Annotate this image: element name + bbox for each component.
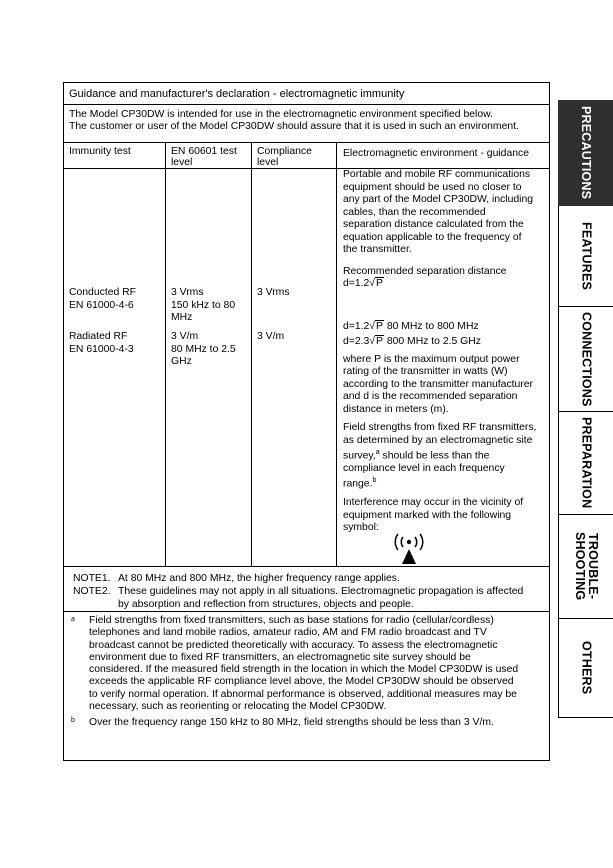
tab-troubleshooting[interactable]: [558, 515, 613, 619]
text-line: Field strengths from fixed transmitters, such as base stations for radio (cellular/cordless): [89, 615, 494, 626]
text-line: equipment marked with the following: [343, 509, 512, 521]
note-2: [73, 586, 543, 610]
text-line: separation distance calculated from the: [343, 219, 524, 230]
text-line: where P is the maximum output power: [343, 353, 520, 365]
text-line: symbol:: [343, 522, 379, 534]
text-line: the transmitter.: [343, 244, 412, 255]
tab-precautions[interactable]: [558, 100, 613, 206]
header-line: level: [171, 157, 193, 168]
formula-suffix: 80 MHz to 800 MHz: [383, 320, 479, 332]
formula-prefix: d=1.2: [343, 320, 370, 332]
sqrt-symbol: √P: [369, 278, 383, 289]
column-divider: [336, 143, 337, 567]
header-row: [64, 143, 549, 169]
non-ionizing-radiation-icon: [386, 533, 432, 567]
guidance-para-1: [343, 169, 549, 257]
tab-label: OTHERS: [579, 641, 594, 695]
radiated-compliance: 3 V/m: [257, 331, 285, 342]
tab-preparation[interactable]: [558, 412, 613, 515]
header-compliance-level: [257, 146, 312, 168]
formula-root: P: [376, 336, 383, 347]
text-line: as determined by an electromagnetic site: [343, 434, 533, 446]
text-line: Interference may occur in the vicinity of: [343, 497, 524, 509]
notes-row: [64, 567, 549, 612]
cell-line: Radiated RF: [69, 331, 128, 342]
guidance-para-5: [343, 497, 549, 535]
formula-suffix: 800 MHz to 2.5 GHz: [383, 336, 481, 347]
sqrt-symbol: √P: [369, 336, 383, 347]
tab-label: PRECAUTIONS: [579, 105, 593, 200]
formula-2: [343, 321, 549, 334]
note-tag: NOTE1.: [73, 573, 111, 584]
table-title-row: [64, 83, 549, 105]
cell-line: 3 V/m: [171, 331, 199, 342]
cell-line: 150 kHz to 80: [171, 299, 236, 311]
text-line: [343, 447, 549, 463]
text-line: any part of the Model CP30DW, including: [343, 194, 534, 205]
footnote-mark: a: [71, 616, 75, 623]
tab-features[interactable]: [558, 206, 613, 307]
intro-line: The customer or user of the Model CP30DW should assure that it is used in such an environment.: [69, 121, 519, 132]
conducted-test: [69, 287, 136, 312]
tab-others[interactable]: [558, 619, 613, 718]
header-guidance: Electromagnetic environment - guidance: [343, 148, 529, 159]
formula-root: P: [376, 278, 383, 289]
text-span: survey,: [343, 450, 376, 462]
text-line: compliance level in each frequency: [343, 462, 505, 474]
table-title: Guidance and manufacturer's declaration - electromagnetic immunity: [69, 88, 405, 100]
cell-line: Conducted RF: [69, 287, 136, 298]
formula-prefix: d=2.3: [343, 336, 370, 347]
radiated-test: [69, 331, 134, 356]
tab-connections[interactable]: [558, 307, 613, 412]
header-line: Compliance: [257, 146, 312, 157]
text-line: Portable and mobile RF communications: [343, 169, 531, 180]
text-line: by absorption and reflection from structures, objects and people.: [118, 598, 414, 610]
text-line: rating of the transmitter in watts (W): [343, 366, 508, 377]
column-divider: [251, 143, 252, 567]
text-line: equation applicable to the frequency of: [343, 231, 522, 243]
guidance-text: [343, 169, 549, 535]
note-tag: NOTE2.: [73, 586, 111, 597]
guidance-para-3: [343, 354, 549, 417]
text-line: and d is the recommended separation: [343, 391, 518, 402]
header-line: EN 60601 test: [171, 146, 237, 157]
header-test-level: [171, 146, 237, 168]
text-line: cables, than the recommended: [343, 206, 486, 218]
formula-prefix: d=1.2: [343, 278, 370, 289]
conducted-compliance: 3 Vrms: [257, 287, 290, 298]
radiated-level: [171, 331, 236, 369]
text-span: should be less than the: [379, 450, 490, 462]
footnotes-row: [64, 612, 549, 762]
text-line: exceeds the applicable RF compliance level above, the Model CP30DW should be observed: [89, 676, 514, 688]
text-line: considered. If the measured field strength in the location in which the Model CP30DW is used: [89, 664, 519, 676]
header-line: level: [257, 157, 279, 168]
intro-line: The Model CP30DW is intended for use in the electromagnetic environment specified below.: [69, 109, 493, 120]
cell-line: 3 Vrms: [171, 287, 204, 298]
cell-line: 80 MHz to 2.5: [171, 343, 236, 355]
text-line: Field strengths from fixed RF transmitters,: [343, 422, 537, 433]
cell-line: GHz: [171, 356, 192, 367]
formula-root: P: [376, 320, 383, 332]
section-tabs: [558, 100, 613, 718]
emc-immunity-table: [63, 82, 550, 761]
text-line: broadcast cannot be predicted theoretically with accuracy. To assess the electromagnetic: [89, 639, 498, 651]
text-line: telephones and land mobile radios, amateur radio, AM and FM radio broadcast and TV: [89, 627, 487, 639]
header-immunity-test: Immunity test: [69, 146, 131, 157]
text-line: necessary, such as reorienting or relocating the Model CP30DW.: [89, 701, 387, 713]
intro-row: [64, 105, 549, 143]
tab-label: TROUBLE- SHOOTING: [573, 532, 600, 601]
sqrt-symbol: √P: [369, 320, 383, 332]
note-1: [73, 573, 400, 586]
conducted-level: [171, 287, 235, 325]
guidance-para-2: Recommended separation distance: [343, 265, 507, 277]
tab-label: PREPARATION: [579, 417, 594, 509]
text-line: to verify normal operation. If abnormal performance is observed, additional measures may be: [89, 688, 517, 700]
text-line: distance in meters (m).: [343, 403, 449, 415]
intro-text: [69, 109, 519, 133]
text-span: range.: [343, 478, 373, 490]
column-divider: [165, 143, 166, 567]
footnote-mark: b: [71, 717, 75, 724]
formula-3: [343, 336, 549, 349]
text-line: equipment should be used no closer to: [343, 181, 522, 193]
text-line: according to the transmitter manufacturer: [343, 378, 534, 390]
cell-line: EN 61000-4-3: [69, 343, 134, 355]
text-line: These guidelines may not apply in all situations. Electromagnetic propagation is affected: [118, 586, 524, 597]
footnote-ref: a: [375, 449, 380, 456]
note-text: At 80 MHz and 800 MHz, the higher frequency range applies.: [118, 573, 400, 584]
footnote-ref: b: [372, 477, 377, 485]
cell-line: MHz: [171, 312, 193, 323]
tab-label: FEATURES: [579, 221, 594, 291]
footnote-a: [89, 615, 544, 713]
guidance-para-4: [343, 422, 549, 491]
text-line: [343, 475, 549, 491]
formula-1: [343, 278, 549, 291]
footnote-b: Over the frequency range 150 kHz to 80 MHz, field strengths should be less than 3 V/m.: [89, 717, 494, 728]
body-row: [64, 169, 549, 567]
text-line: environment due to fixed RF transmitters, an electromagnetic site survey should be: [89, 651, 471, 663]
cell-line: EN 61000-4-6: [69, 299, 134, 311]
tab-label: CONNECTIONS: [579, 311, 594, 407]
note-text: [118, 586, 538, 611]
